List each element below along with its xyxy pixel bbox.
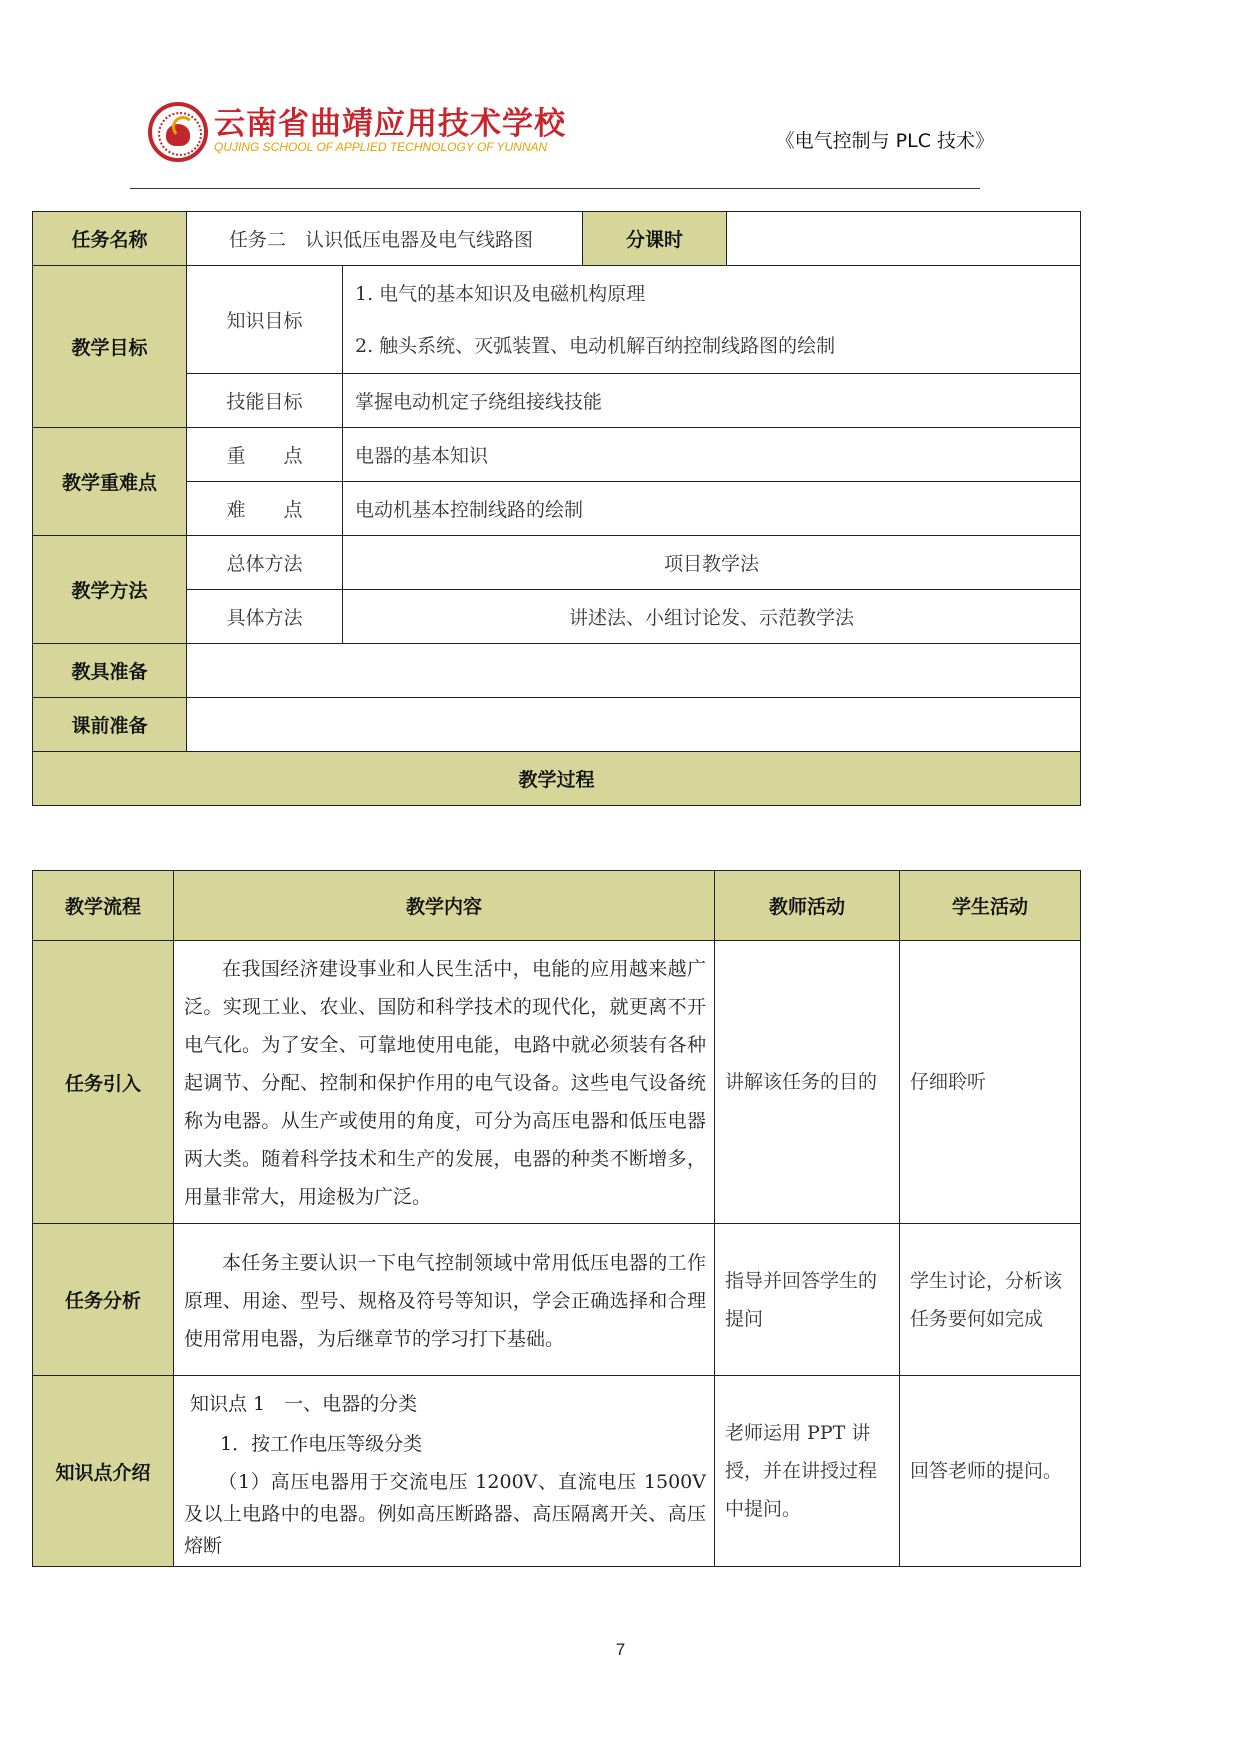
process-title-row — [33, 752, 1081, 806]
analysis-row — [33, 1224, 1081, 1376]
tools-label: 教具准备 — [33, 644, 187, 698]
key-points-label: 教学重难点 — [33, 428, 187, 536]
task-name-value: 任务二 认识低压电器及电气线路图 — [187, 212, 583, 266]
knowledge-objective-row — [33, 266, 1081, 374]
specific-method-value: 讲述法、小组讨论发、示范教学法 — [343, 590, 1081, 644]
overall-method-value: 项目教学法 — [343, 536, 1081, 590]
knowledge-objective-item: 1. 电气的基本知识及电磁机构原理 — [355, 282, 646, 305]
process-header-row — [33, 871, 1081, 941]
header-divider — [130, 188, 980, 189]
course-title: 《电气控制与 PLC 技术》 — [775, 130, 994, 152]
page-number: 7 — [615, 1640, 626, 1659]
knowledge-point-heading: 知识点 1 一、电器的分类 — [190, 1393, 418, 1415]
column-header: 教师活动 — [715, 871, 900, 941]
prep-value — [187, 698, 1081, 752]
knowledge-objective-label: 知识目标 — [187, 266, 343, 374]
school-name-cn: 云南省曲靖应用技术学校 — [214, 106, 566, 142]
skill-objective-row — [33, 374, 1081, 428]
class-hours-value — [727, 212, 1081, 266]
difficult-point-label: 难 点 — [187, 482, 343, 536]
specific-method-row — [33, 590, 1081, 644]
process-title: 教学过程 — [33, 752, 1081, 806]
key-point-label: 重 点 — [187, 428, 343, 482]
knowledge-objective-list — [343, 266, 1081, 374]
analysis-student-activity: 学生讨论，分析该任务要何如完成 — [900, 1224, 1081, 1376]
lesson-plan-table — [32, 211, 1081, 806]
analysis-content: 本任务主要认识一下电气控制领域中常用低压电器的工作原理、用途、型号、规格及符号等知识，学会正确选择和合理使用常用电器，为后继章节的学习打下基础。 — [174, 1224, 715, 1376]
class-hours-label: 分课时 — [583, 212, 727, 266]
skill-objective-label: 技能目标 — [187, 374, 343, 428]
difficult-point-value: 电动机基本控制线路的绘制 — [343, 482, 1081, 536]
intro-stage: 任务引入 — [33, 941, 174, 1224]
column-header: 学生活动 — [900, 871, 1081, 941]
methods-label: 教学方法 — [33, 536, 187, 644]
key-point-value: 电器的基本知识 — [343, 428, 1081, 482]
objectives-label: 教学目标 — [33, 266, 187, 428]
intro-student-activity: 仔细聆听 — [900, 941, 1081, 1224]
knowledge-stage: 知识点介绍 — [33, 1376, 174, 1567]
task-name-label: 任务名称 — [33, 212, 187, 266]
tools-row — [33, 644, 1081, 698]
knowledge-objective-item: 2. 触头系统、灭弧装置、电动机解百纳控制线路图的绘制 — [355, 334, 836, 357]
tools-value — [187, 644, 1081, 698]
knowledge-subheading: 1．按工作电压等级分类 — [220, 1433, 423, 1455]
page-header — [130, 92, 994, 182]
skill-objective-value: 掌握电动机定子绕组接线技能 — [343, 374, 1081, 428]
analysis-teacher-activity: 指导并回答学生的提问 — [715, 1224, 900, 1376]
intro-teacher-activity: 讲解该任务的目的 — [715, 941, 900, 1224]
knowledge-content — [174, 1376, 715, 1567]
school-emblem-icon — [148, 102, 208, 162]
knowledge-student-activity: 回答老师的提问。 — [900, 1376, 1081, 1567]
school-name-en: QUJING SCHOOL OF APPLIED TECHNOLOGY OF YUNNAN — [214, 140, 548, 154]
prep-row — [33, 698, 1081, 752]
knowledge-paragraph: （1）高压电器用于交流电压 1200V、直流电压 1500V 及以上电路中的电器。例如高压断路器、高压隔离开关、高压熔断 — [184, 1471, 706, 1557]
column-header: 教学流程 — [33, 871, 174, 941]
overall-method-row — [33, 536, 1081, 590]
prep-label: 课前准备 — [33, 698, 187, 752]
overall-method-label: 总体方法 — [187, 536, 343, 590]
intro-row — [33, 941, 1081, 1224]
knowledge-row — [33, 1376, 1081, 1567]
specific-method-label: 具体方法 — [187, 590, 343, 644]
difficult-point-row — [33, 482, 1081, 536]
analysis-stage: 任务分析 — [33, 1224, 174, 1376]
task-row — [33, 212, 1081, 266]
intro-content: 在我国经济建设事业和人民生活中，电能的应用越来越广泛。实现工业、农业、国防和科学技术的现代化，就更离不开电气化。为了安全、可靠地使用电能，电路中就必须装有各种起调节、分配、控制和保护作用的电气设备。这些电气设备统称为电器。从生产或使用的角度，可分为高压电器和低压电器两大类。随着科学技术和生产的发展，电器的种类不断增多，用量非常大，用途极为广泛。 — [174, 941, 715, 1224]
key-point-row — [33, 428, 1081, 482]
column-header: 教学内容 — [174, 871, 715, 941]
knowledge-teacher-activity: 老师运用 PPT 讲授，并在讲授过程中提问。 — [715, 1376, 900, 1567]
teaching-process-table — [32, 870, 1081, 1567]
